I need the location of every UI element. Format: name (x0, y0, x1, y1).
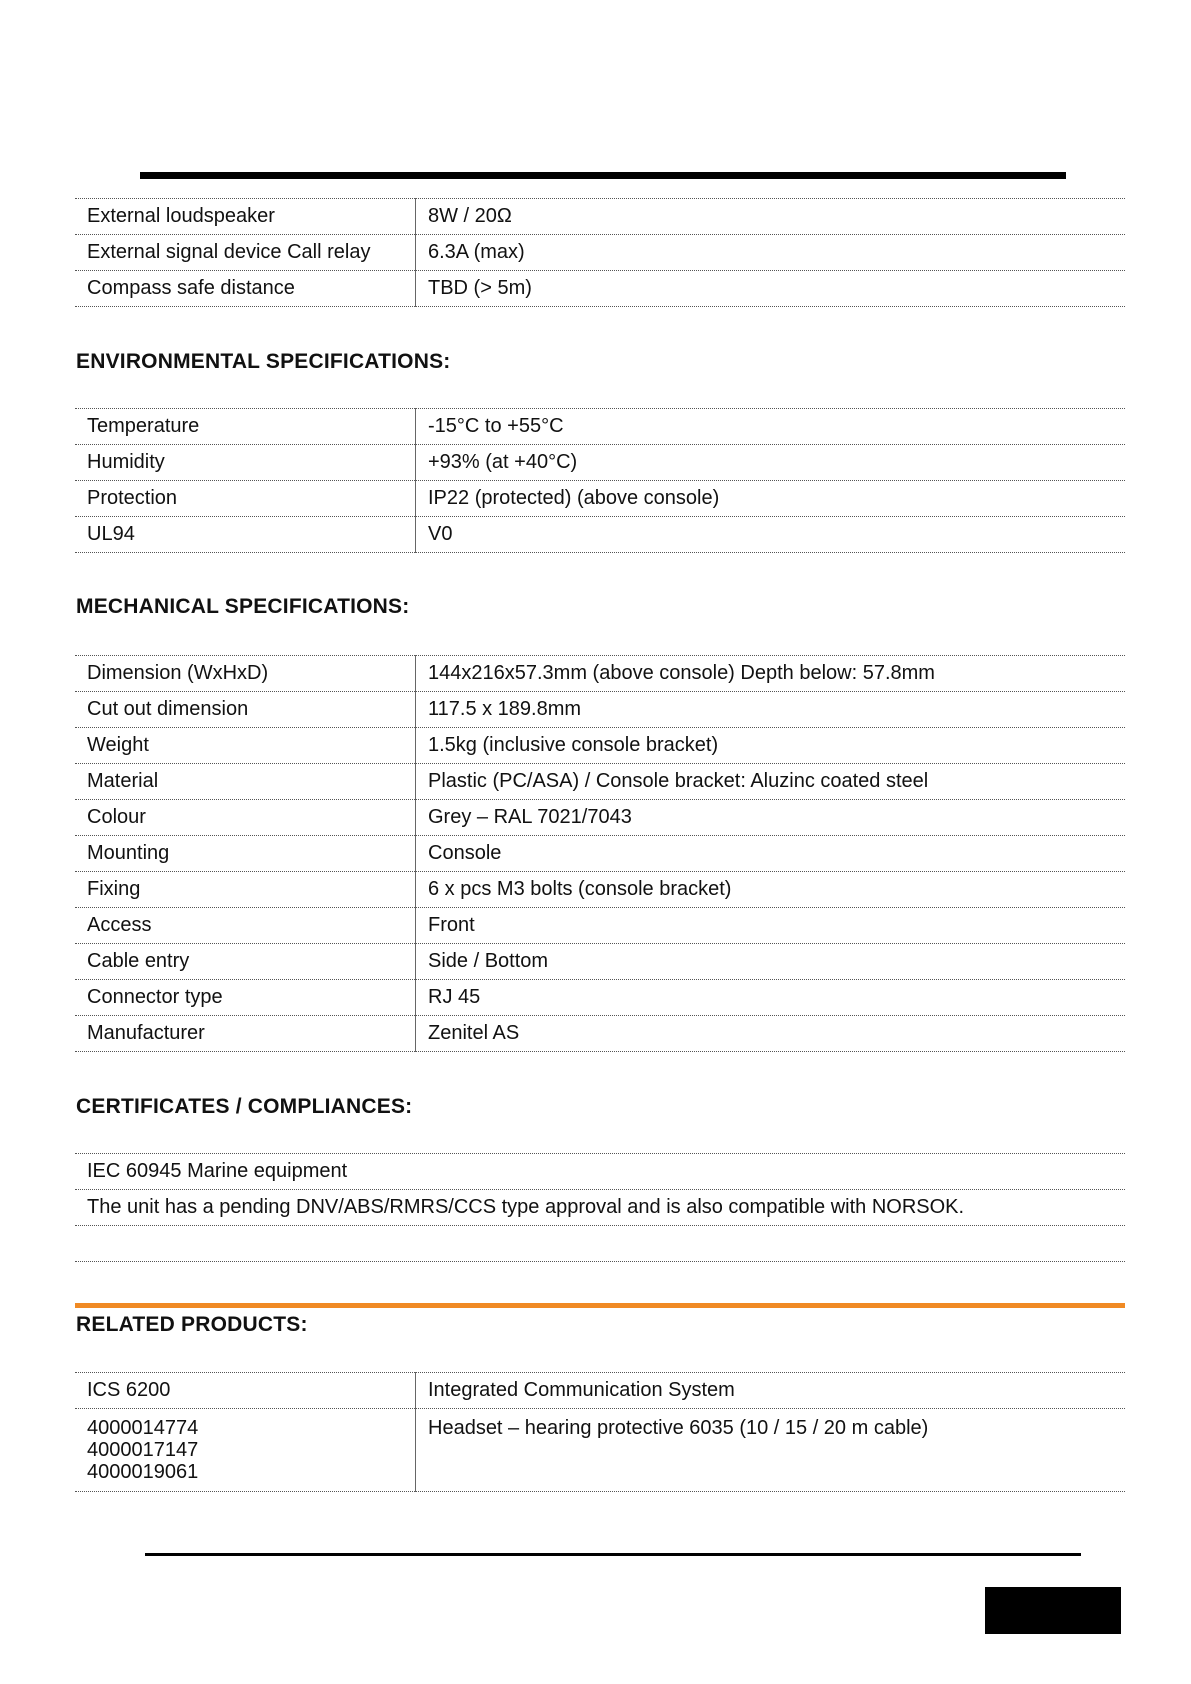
table-row (75, 728, 1125, 764)
table-row (75, 692, 1125, 728)
spec-key: Dimension (WxHxD) (75, 656, 416, 692)
spec-key: Cable entry (75, 944, 416, 980)
spec-key: Compass safe distance (75, 271, 416, 307)
certificates-table (75, 1153, 1125, 1226)
table-row (75, 800, 1125, 836)
spec-value: 117.5 x 189.8mm (416, 692, 1126, 728)
spec-value: Zenitel AS (416, 1016, 1126, 1052)
divider (75, 1261, 1125, 1262)
accent-rule (75, 1303, 1125, 1308)
table-row (75, 980, 1125, 1016)
table-row (75, 445, 1125, 481)
table-row (75, 1409, 1125, 1492)
spec-value: Grey – RAL 7021/7043 (416, 800, 1126, 836)
spec-key: Humidity (75, 445, 416, 481)
table-row (75, 517, 1125, 553)
product-code: 4000019061 (87, 1461, 199, 1483)
certificate-text: The unit has a pending DNV/ABS/RMRS/CCS type approval and is also compatible with NORSOK. (75, 1190, 1125, 1226)
environmental-heading: ENVIRONMENTAL SPECIFICATIONS: (76, 350, 451, 373)
product-code: 4000017147 (87, 1439, 199, 1461)
spec-key: Manufacturer (75, 1016, 416, 1052)
table-row (75, 409, 1125, 445)
table-row (75, 199, 1125, 235)
mechanical-heading: MECHANICAL SPECIFICATIONS: (76, 595, 410, 618)
table-row (75, 764, 1125, 800)
table-row (75, 1373, 1125, 1409)
certificate-text: IEC 60945 Marine equipment (75, 1154, 1125, 1190)
electrical-spec-table (75, 198, 1125, 307)
product-description: Integrated Communication System (416, 1373, 1126, 1409)
spec-key: Connector type (75, 980, 416, 1016)
spec-key: Protection (75, 481, 416, 517)
spec-value: +93% (at +40°C) (416, 445, 1126, 481)
spec-value: Plastic (PC/ASA) / Console bracket: Aluzinc coated steel (416, 764, 1126, 800)
table-row (75, 944, 1125, 980)
table-row (75, 481, 1125, 517)
spec-value: RJ 45 (416, 980, 1126, 1016)
related-heading: RELATED PRODUCTS: (76, 1313, 308, 1336)
table-row (75, 271, 1125, 307)
spec-value: -15°C to +55°C (416, 409, 1126, 445)
table-row (75, 836, 1125, 872)
table-row (75, 872, 1125, 908)
spec-key: UL94 (75, 517, 416, 553)
footer-rule (145, 1553, 1081, 1556)
spec-value: 6.3A (max) (416, 235, 1126, 271)
product-description: Headset – hearing protective 6035 (10 / 15 / 20 m cable) (416, 1409, 1126, 1492)
footer-block (985, 1587, 1121, 1634)
spec-value: Console (416, 836, 1126, 872)
spec-value: TBD (> 5m) (416, 271, 1126, 307)
spec-key: Access (75, 908, 416, 944)
spec-value: Side / Bottom (416, 944, 1126, 980)
spec-key: Colour (75, 800, 416, 836)
spec-key: External loudspeaker (75, 199, 416, 235)
spec-key: Mounting (75, 836, 416, 872)
spec-value: 1.5kg (inclusive console bracket) (416, 728, 1126, 764)
product-codes (75, 1409, 416, 1492)
spec-key: Temperature (75, 409, 416, 445)
spec-key: Cut out dimension (75, 692, 416, 728)
spec-value: 144x216x57.3mm (above console) Depth below: 57.8mm (416, 656, 1126, 692)
table-row (75, 908, 1125, 944)
spec-key: Material (75, 764, 416, 800)
spec-key: External signal device Call relay (75, 235, 416, 271)
mechanical-spec-table (75, 655, 1125, 1052)
spec-value: 6 x pcs M3 bolts (console bracket) (416, 872, 1126, 908)
spec-key: Fixing (75, 872, 416, 908)
certificates-heading: CERTIFICATES / COMPLIANCES: (76, 1095, 413, 1118)
table-row (75, 656, 1125, 692)
spec-value: V0 (416, 517, 1126, 553)
table-row (75, 1190, 1125, 1226)
table-row (75, 1154, 1125, 1190)
spec-key: Weight (75, 728, 416, 764)
related-products-table (75, 1372, 1125, 1492)
table-row (75, 1016, 1125, 1052)
spec-value: Front (416, 908, 1126, 944)
header-rule (140, 172, 1066, 179)
spec-value: IP22 (protected) (above console) (416, 481, 1126, 517)
spec-value: 8W / 20Ω (416, 199, 1126, 235)
table-row (75, 235, 1125, 271)
environmental-spec-table (75, 408, 1125, 553)
product-code: ICS 6200 (75, 1373, 416, 1409)
product-code: 4000014774 (87, 1417, 199, 1439)
